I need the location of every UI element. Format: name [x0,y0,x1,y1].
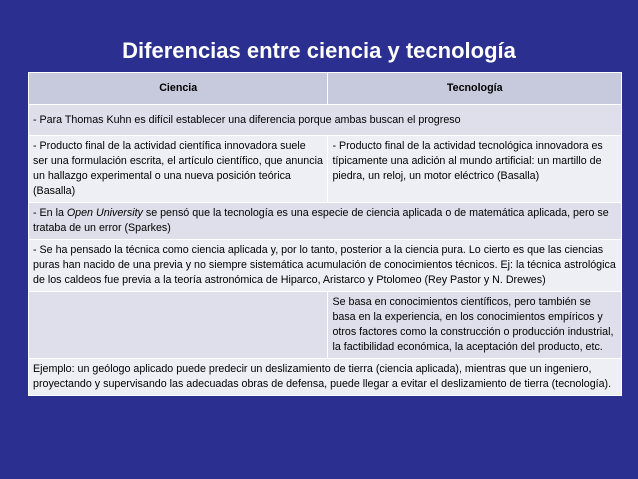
slide-title: Diferencias entre ciencia y tecnología [122,38,516,63]
row-kuhn: - Para Thomas Kuhn es difícil establecer una diferencia porque ambas buscan el progreso [29,105,622,136]
table-row [29,359,622,396]
row-producto-tecnologia: - Producto final de la actividad tecnológica innovadora es típicamente una adición al mundo artificial: un martillo de piedra, un reloj, un motor eléctrico (Basalla) [328,136,622,203]
row3-suffix: se pensó que la tecnología es una especie de ciencia aplicada o de matemática aplicada, pero se trataba de un error (Sparkes) [33,207,609,234]
row3-prefix: - En la [33,207,67,219]
row-open-university [29,203,622,240]
table-row [29,105,622,136]
table-row [29,136,622,203]
row-ejemplo-geologo: Ejemplo: un geólogo aplicado puede predecir un deslizamiento de tierra (ciencia aplicada), mientras que un ingeniero, proyectando y supervisando las adecuadas obras de defensa, puede llegar a evitar el deslizamiento de tierra (tecnología). [29,359,622,396]
table-row [29,292,622,359]
header-ciencia: Ciencia [29,73,328,105]
header-tecnologia: Tecnología [328,73,622,105]
row-producto-ciencia: - Producto final de la actividad científica innovadora suele ser una formulación escrita, el artículo científico, que anuncia un hallazgo experimental o una nueva posición teórica (Basalla) [29,136,328,203]
table-row [29,203,622,240]
open-university-text: Open University [66,207,143,219]
comparison-table [28,72,622,396]
row-base-conocimientos: Se basa en conocimientos científicos, pero también se basa en la experiencia, en los conocimientos empíricos y otros factores como la construcción o producción industrial, la factibilidad económica, la aceptación del producto, etc. [328,292,622,359]
row-empty-ciencia [29,292,328,359]
table-row [29,240,622,292]
table-header-row [29,73,622,105]
row-tecnica-ciencia-aplicada: - Se ha pensado la técnica como ciencia aplicada y, por lo tanto, posterior a la ciencia pura. Lo cierto es que las ciencias puras han nacido de una previa y no siempre sistemática acumulación de conocimientos técnicos. Ej: la técnica astrológica de los caldeos fue previa a la teoría astronómica de Hiparco, Aristarco y Ptolomeo (Rey Pastor y N. Drewes) [29,240,622,292]
